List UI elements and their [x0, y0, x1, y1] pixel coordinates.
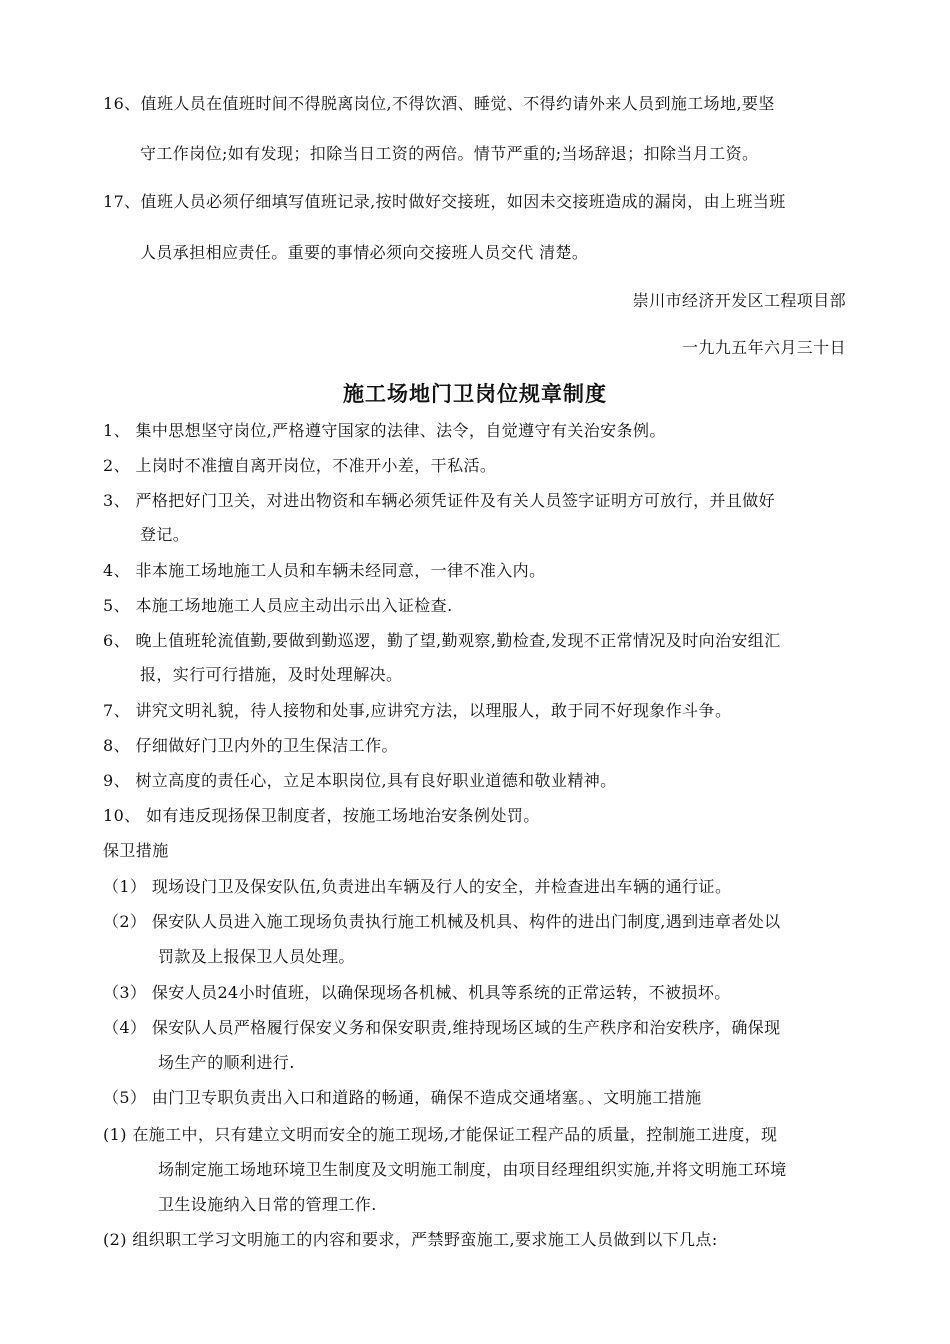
subheading-security-measures: 保卫措施: [103, 841, 169, 860]
rule-6-line-2: 报，实行可行措施，及时处理解决。: [140, 665, 403, 684]
rule-4: 4、 非本施工场地施工人员和车辆未经同意，一律不准入内。: [103, 561, 546, 580]
rule-6-line-1: 6、 晚上值班轮流值勤,要做到勤巡逻，勤了望,勤观察,勤检查,发现不正常情况及时向治安组汇: [103, 631, 781, 650]
measure-2-line-2: 罚款及上报保卫人员处理。: [158, 947, 355, 966]
civilized-measure-1-line-1: (1) 在施工中，只有建立文明而安全的施工现场,才能保证工程产品的质量，控制施工进度，现: [103, 1125, 778, 1144]
item-17-line-1: 17、值班人员必须仔细填写值班记录,按时做好交接班，如因未交接班造成的漏岗，由上班当班: [103, 192, 786, 211]
measure-1: （1） 现场设门卫及保安队伍,负责进出车辆及行人的安全，并检查进出车辆的通行证。: [103, 877, 732, 896]
rule-5: 5、 本施工场地施工人员应主动出示出入证检查.: [103, 596, 453, 615]
rule-3-line-2: 登记。: [140, 525, 190, 544]
signature-org: 崇川市经济开发区工程项目部: [632, 291, 846, 310]
rule-8: 8、 仔细做好门卫内外的卫生保洁工作。: [103, 736, 398, 755]
measure-5: （5） 由门卫专职负责出入口和道路的畅通，确保不造成交通堵塞。、文明施工措施: [103, 1088, 702, 1107]
item-16-line-2: 守工作岗位;如有发现；扣除当日工资的两倍。情节严重的;当场辞退；扣除当月工资。: [140, 144, 759, 163]
civilized-measure-2: (2) 组织职工学习文明施工的内容和要求，严禁野蛮施工,要求施工人员做到以下几点:: [103, 1230, 718, 1249]
rule-7: 7、 讲究文明礼貌，待人接物和处事,应讲究方法，以理服人，敢于同不好现象作斗争。: [103, 701, 732, 720]
measure-2-line-1: （2） 保安队人员进入施工现场负责执行施工机械及机具、构件的进出门制度,遇到违章者处以: [103, 912, 781, 931]
measure-4-line-2: 场生产的顺利进行.: [158, 1053, 295, 1072]
rule-9: 9、 树立高度的责任心，立足本职岗位,具有良好职业道德和敬业精神。: [103, 771, 617, 790]
rule-1: 1、 集中思想坚守岗位,严格遵守国家的法律、法令，自觉遵守有关治安条例。: [103, 421, 666, 440]
measure-3: （3） 保安人员24小时值班，以确保现场各机械、机具等系统的正常运转，不被损坏。: [103, 983, 731, 1002]
item-16-line-1: 16、值班人员在值班时间不得脱离岗位,不得饮酒、睡觉、不得约请外来人员到施工场地,要坚: [103, 94, 775, 113]
civilized-measure-1-line-3: 卫生设施纳入日常的管理工作.: [158, 1195, 377, 1214]
civilized-measure-1-line-2: 场制定施工场地环境卫生制度及文明施工制度，由项目经理组织实施,并将文明施工环境: [158, 1160, 787, 1179]
section-title: 施工场地门卫岗位规章制度: [343, 381, 607, 406]
rule-10: 10、 如有违反现扬保卫制度者，按施工场地治安条例处罚。: [103, 806, 540, 825]
signature-date: 一九九五年六月三十日: [681, 338, 846, 357]
rule-3-line-1: 3、 严格把好门卫关，对进出物资和车辆必须凭证件及有关人员签字证明方可放行，并且做好: [103, 491, 776, 510]
item-17-line-2: 人员承担相应责任。重要的事情必须向交接班人员交代 清楚。: [140, 243, 589, 262]
rule-2: 2、 上岗时不准擅自离开岗位，不准开小差，干私活。: [103, 456, 497, 475]
measure-4-line-1: （4） 保安队人员严格履行保安义务和保安职责,维持现场区域的生产秩序和治安秩序，确保现: [103, 1018, 781, 1037]
